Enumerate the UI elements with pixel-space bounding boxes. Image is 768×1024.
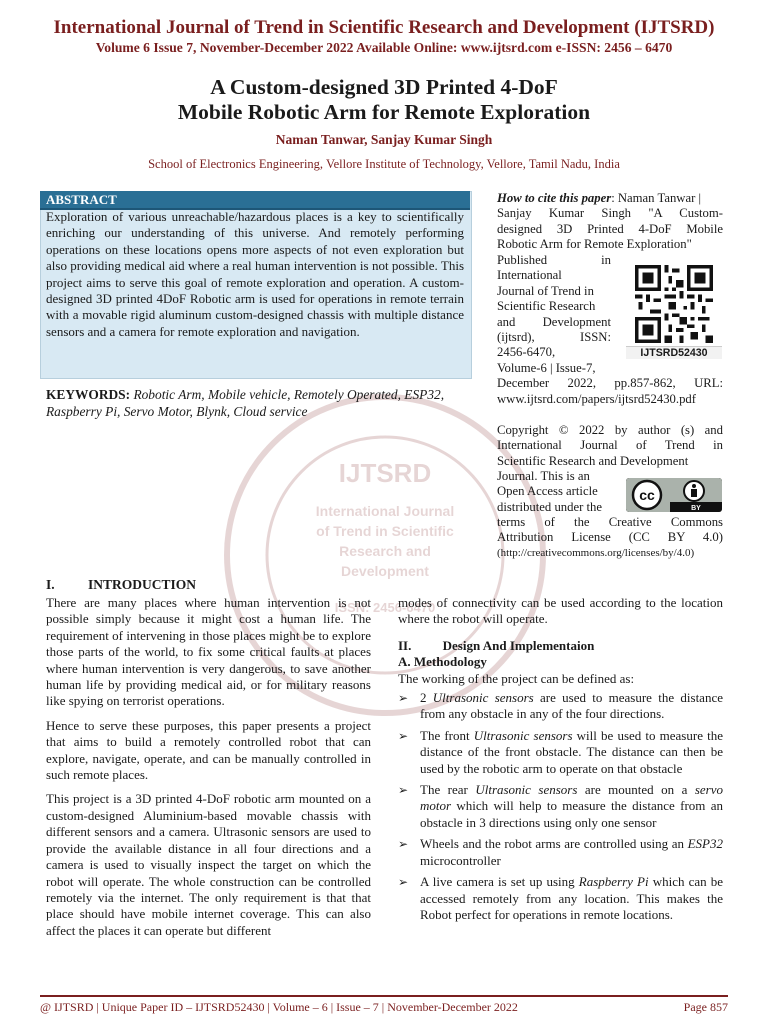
cite-line: designed 3D Printed 4-DoF Mobile bbox=[497, 221, 723, 236]
affiliation: School of Electronics Engineering, Vellore Institute of Technology, Vellore, Tamil Nadu, India bbox=[148, 157, 620, 171]
cite-line: 2456-6470, bbox=[497, 345, 556, 360]
page-number: Page 857 bbox=[683, 1000, 728, 1014]
section-number: I. bbox=[46, 577, 55, 592]
copyright-narrow bbox=[497, 469, 621, 515]
journal-title: International Journal of Trend in Scientific Research and Development (IJTSRD) bbox=[53, 17, 715, 38]
section-number: II. bbox=[398, 637, 412, 653]
watermark-line-1: International Journal bbox=[315, 503, 455, 519]
intro-body bbox=[46, 595, 371, 939]
list-item: ➢ Wheels and the robot arms are controlled using an ESP32 microcontroller bbox=[398, 836, 723, 869]
keywords-label: KEYWORDS: bbox=[46, 387, 131, 402]
qr-code-icon[interactable] bbox=[628, 265, 720, 343]
list-item: ➢ A live camera is set up using Raspberry Pi which can be accessed remotely from any location. This makes the Robot perfect for operations in remote locations. bbox=[398, 874, 723, 923]
cc-by-license-icon[interactable] bbox=[626, 478, 722, 512]
cite-line: International bbox=[497, 268, 562, 283]
copyright-line: Open Access article bbox=[497, 484, 598, 499]
footer-rule bbox=[40, 995, 728, 997]
copyright-line: International Journal of Trend in bbox=[497, 438, 723, 453]
cite-line: (ijtsrd), ISSN: bbox=[497, 330, 611, 345]
keywords bbox=[46, 387, 474, 420]
copyright-line: Copyright © 2022 by author (s) and bbox=[497, 423, 723, 437]
cite-line: and Development bbox=[497, 314, 611, 329]
watermark-line-3: Research and bbox=[339, 543, 431, 559]
cite-line: Robotic Arm for Remote Exploration" bbox=[497, 237, 692, 252]
keywords-text: Robotic Arm, Mobile vehicle, Remotely Operated, ESP32, Raspberry Pi, Servo Motor, Blynk, Cloud service bbox=[46, 387, 445, 419]
cite-line: : Naman Tanwar | bbox=[611, 191, 702, 205]
citation-narrow-block bbox=[497, 253, 611, 361]
abstract-text: Exploration of various unreachable/hazardous places is a key to scientifically enriching our understanding of this universe. And remotely performing operations on these locations opens more aspects of not even exploration but also providing medical aid where a real human intervention is not possible. This project aims to serve this goal of remote exploration and operation. A custom-designed 3D printed 4DoF Robotic arm is used for operations in remote terrain with a movable rigid aluminum custom-designed chassis with multiple distance sensors and a camera for remote exploration and navigation. bbox=[46, 209, 464, 339]
by-icon-label: BY bbox=[691, 505, 701, 512]
section-title: Design And Implementaion bbox=[442, 637, 595, 653]
cite-line: www.ijtsrd.com/papers/ijtsrd52430.pdf bbox=[497, 391, 696, 406]
citation-block bbox=[497, 191, 723, 253]
abstract-heading: ABSTRACT bbox=[46, 192, 117, 207]
cite-line: Sanjay Kumar Singh "A Custom- bbox=[497, 206, 723, 221]
cite-line: Journal of Trend in bbox=[497, 283, 594, 298]
intro-paragraph-1: There are many places where human intervention is not possible simply because it might cost a human life. The requirement of intervening in those places might be to explore those parts of the world, to fix some critical faults at places where human intervention is very dangerous, to save another human life by providing medical aid, or for military reasons like spying on terrorist operations. bbox=[46, 595, 371, 709]
cite-heading: How to cite this paper bbox=[497, 191, 612, 205]
copyright-line: distributed under the bbox=[497, 499, 603, 514]
watermark-line-2: of Trend in Scientific bbox=[316, 523, 454, 539]
copyright-line: Scientific Research and Development bbox=[497, 453, 689, 468]
journal-issue-line: Volume 6 Issue 7, November-December 2022 Available Online: www.ijtsrd.com e-ISSN: 2456 – 6470 bbox=[95, 40, 673, 55]
copyright-line: Attribution License (CC BY 4.0) bbox=[497, 530, 723, 545]
paper-title bbox=[0, 75, 768, 125]
methodology-lead: The working of the project can be defined as: bbox=[398, 670, 635, 686]
list-item: ➢ The front Ultrasonic sensors will be used to measure the distance of the front obstacle. The distance can then be used by the robotic arm to operate on that obstacle bbox=[398, 728, 723, 777]
copyright-line: Journal. This is an bbox=[497, 469, 590, 483]
section-title: INTRODUCTION bbox=[88, 577, 197, 592]
intro-paragraph-3: This project is a 3D printed 4-DoF robotic arm mounted on a custom-designed Aluminium-based movable chassis with different sensors and a camera. Ultrasonic sensors are used to provide the available distance in all four directions and a camera is used to visually inspect the target on which the robot will operate. The whole construction can be controlled remotely via the internet. The only requirement is that that place should have mobile internet coverage. This can also affect the places it can operate but different bbox=[46, 791, 371, 938]
copyright-tail bbox=[497, 515, 723, 561]
citation-tail bbox=[497, 361, 723, 407]
title-line-2: Mobile Robotic Arm for Remote Exploration bbox=[177, 100, 591, 124]
continued-paragraph: modes of connectivity can be used according to the location where the robot will operate. bbox=[398, 595, 723, 627]
section-heading-design bbox=[398, 638, 723, 654]
license-url[interactable]: (http://creativecommons.org/licenses/by/4.0) bbox=[497, 546, 695, 559]
authors: Naman Tanwar, Sanjay Kumar Singh bbox=[275, 132, 493, 147]
section-heading-introduction bbox=[46, 577, 376, 593]
copyright-block bbox=[497, 423, 723, 469]
list-item: ➢ The rear Ultrasonic sensors are mounted on a servo motor which will help to measure the distance from an obstacle in 3 directions using only one sensor bbox=[398, 782, 723, 831]
watermark-line-4: Development bbox=[341, 563, 429, 579]
intro-paragraph-2: Hence to serve these purposes, this paper presents a project that aims to build a remotely controlled robot that can explore, navigate, operate, and can be manually controlled in such remote places. bbox=[46, 717, 371, 783]
methodology-list bbox=[398, 690, 723, 923]
cite-line: Volume-6 | Issue-7, bbox=[497, 361, 596, 375]
footer-info: @ IJTSRD | Unique Paper ID – IJTSRD52430 | Volume – 6 | Issue – 7 | November-December 2022 bbox=[40, 1000, 518, 1014]
cite-line: December 2022, pp.857-862, URL: bbox=[497, 376, 723, 391]
cite-line: Published in bbox=[497, 253, 611, 267]
watermark-issn: ISSN: 2456-6470 bbox=[334, 600, 436, 615]
right-column-body bbox=[398, 595, 723, 928]
watermark-title: IJTSRD bbox=[338, 458, 432, 488]
cc-icon-label: cc bbox=[639, 487, 655, 503]
subsection-heading-methodology: A. Methodology bbox=[398, 654, 487, 670]
title-line-1: A Custom-designed 3D Printed 4-DoF bbox=[210, 75, 558, 99]
page-footer bbox=[40, 1000, 728, 1015]
copyright-line: terms of the Creative Commons bbox=[497, 515, 723, 529]
abstract-heading-bar bbox=[40, 191, 470, 210]
cite-line: Scientific Research bbox=[497, 299, 596, 314]
list-item: ➢ 2 Ultrasonic sensors are used to measure the distance from any obstacle in any of the four directions. bbox=[398, 690, 723, 723]
qr-label: IJTSRD52430 bbox=[626, 346, 722, 359]
